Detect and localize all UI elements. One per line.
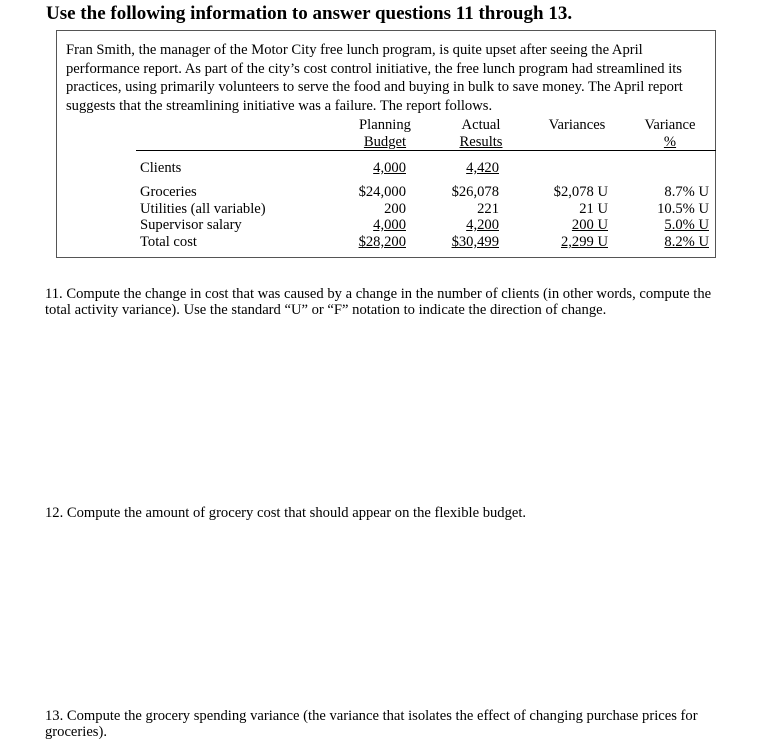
header-actual-line1: Actual bbox=[461, 117, 501, 133]
cell-salary-actual: 4,200 bbox=[466, 217, 499, 233]
header-divider bbox=[136, 150, 716, 151]
header-actual-line2: Results bbox=[459, 134, 503, 150]
cell-utilities-planning: 200 bbox=[384, 201, 406, 217]
header-planning-budget bbox=[345, 117, 425, 151]
cell-salary-variance: 200 U bbox=[571, 217, 608, 233]
row-label-utilities: Utilities (all variable) bbox=[140, 201, 266, 217]
header-planning-line1: Planning bbox=[359, 117, 411, 133]
cell-salary-pct: 5.0% U bbox=[664, 217, 709, 233]
question-12 bbox=[45, 505, 735, 521]
header-variances-line1: Variances bbox=[548, 117, 606, 133]
question-13 bbox=[45, 708, 735, 740]
row-label-clients: Clients bbox=[140, 160, 182, 176]
cell-salary-planning: 4,000 bbox=[373, 217, 406, 233]
question-11-text: Compute the change in cost that was caused by a change in the number of clients (in other words, compute the total activity variance). Use the standard “U” or “F” notation to indicate the direction of change. bbox=[45, 286, 712, 318]
header-planning-line2: Budget bbox=[363, 134, 407, 150]
cell-total-planning: $28,200 bbox=[358, 234, 406, 250]
header-actual-results bbox=[440, 117, 522, 151]
cell-utilities-actual: 221 bbox=[477, 201, 499, 217]
cell-total-pct: 8.2% U bbox=[664, 234, 709, 250]
cell-groceries-planning: $24,000 bbox=[358, 184, 406, 200]
question-13-number: 13. bbox=[45, 708, 64, 724]
cell-utilities-variance: 21 U bbox=[579, 201, 608, 217]
cell-utilities-pct: 10.5% U bbox=[657, 201, 709, 217]
page-title: Use the following information to answer questions 11 through 13. bbox=[46, 3, 573, 24]
cell-clients-actual: 4,420 bbox=[466, 160, 499, 176]
question-11-number: 11. bbox=[45, 286, 63, 302]
cell-groceries-variance: $2,078 U bbox=[553, 184, 608, 200]
cell-total-variance: 2,299 U bbox=[560, 234, 608, 250]
intro-paragraph: Fran Smith, the manager of the Motor City free lunch program, is quite upset after seeing the April performance report. As part of the city’s cost control initiative, the free lunch program had streamlined its practices, using primarily volunteers to serve the food and buying in bulk to save money. The April report suggests that the streamlining initiative was a failure. The report follows. bbox=[66, 42, 683, 114]
header-variances bbox=[538, 117, 616, 134]
cell-total-actual: $30,499 bbox=[451, 234, 499, 250]
row-label-total-cost: Total cost bbox=[140, 234, 197, 250]
row-label-supervisor-salary: Supervisor salary bbox=[140, 217, 242, 233]
cell-groceries-pct: 8.7% U bbox=[664, 184, 709, 200]
question-12-text: Compute the amount of grocery cost that should appear on the flexible budget. bbox=[66, 505, 527, 521]
question-12-number: 12. bbox=[45, 505, 64, 521]
header-variance-pct-line2: % bbox=[663, 134, 677, 150]
question-13-text: Compute the grocery spending variance (the variance that isolates the effect of changing purchase prices for groceries). bbox=[45, 708, 698, 740]
cell-clients-planning: 4,000 bbox=[373, 160, 406, 176]
header-variance-pct bbox=[637, 117, 703, 151]
question-11 bbox=[45, 286, 735, 318]
header-variance-pct-line1: Variance bbox=[644, 117, 696, 133]
cell-groceries-actual: $26,078 bbox=[451, 184, 499, 200]
row-label-groceries: Groceries bbox=[140, 184, 197, 200]
